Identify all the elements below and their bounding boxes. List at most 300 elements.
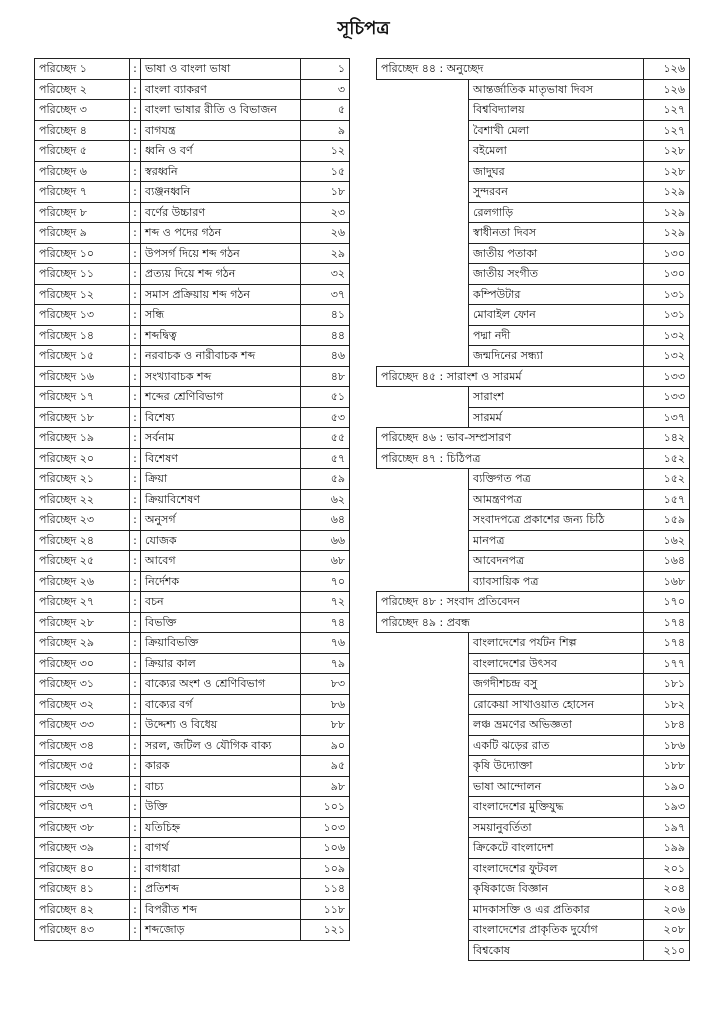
chapter-title: বাক্যের অংশ ও শ্রেণিবিভাগ	[141, 674, 301, 695]
separator: :	[130, 407, 141, 428]
toc-row	[35, 223, 350, 244]
page-number: ১৭৪	[644, 633, 690, 654]
chapter-title: বিশেষণ	[141, 448, 301, 469]
chapter-title: বর্ণের উচ্চারণ	[141, 202, 301, 223]
section-title: বাংলাদেশের পর্যটন শিল্প	[469, 633, 644, 654]
chapter-label: পরিচ্ছেদ ৪৬ : ভাব-সম্প্রসারণ	[377, 428, 644, 449]
page-number: ৫৭	[301, 448, 350, 469]
toc-row	[377, 141, 690, 162]
toc-row	[35, 202, 350, 223]
chapter-title: ক্রিয়া	[141, 469, 301, 490]
separator: :	[130, 202, 141, 223]
separator: :	[130, 182, 141, 203]
chapter-label: পরিচ্ছেদ ৬	[35, 161, 130, 182]
toc-row	[377, 612, 690, 633]
separator: :	[130, 223, 141, 244]
chapter-label: পরিচ্ছেদ ৪৭ : চিঠিপত্র	[377, 448, 644, 469]
chapter-label: পরিচ্ছেদ ৯	[35, 223, 130, 244]
indent-cell	[377, 223, 469, 244]
page-number: ২৩	[301, 202, 350, 223]
toc-row	[377, 489, 690, 510]
separator: :	[130, 428, 141, 449]
toc-row	[35, 694, 350, 715]
chapter-label: পরিচ্ছেদ ৮	[35, 202, 130, 223]
separator: :	[130, 551, 141, 572]
chapter-title: বচন	[141, 592, 301, 613]
chapter-label: পরিচ্ছেদ ৩৫	[35, 756, 130, 777]
section-title: ব্যক্তিগত পত্র	[469, 469, 644, 490]
page-number: ৫৫	[301, 428, 350, 449]
page-number: ৪৪	[301, 325, 350, 346]
section-title: কৃষি উদ্যোক্তা	[469, 756, 644, 777]
toc-row	[35, 264, 350, 285]
section-title: জাদুঘর	[469, 161, 644, 182]
indent-cell	[377, 202, 469, 223]
toc-row	[35, 387, 350, 408]
separator: :	[130, 448, 141, 469]
page-number: ১২৮	[644, 141, 690, 162]
separator: :	[130, 920, 141, 941]
toc-row	[377, 633, 690, 654]
toc-row	[377, 469, 690, 490]
section-title: সুন্দরবন	[469, 182, 644, 203]
chapter-label: পরিচ্ছেদ ৪৩	[35, 920, 130, 941]
page-number: ১৭৪	[644, 612, 690, 633]
chapter-label: পরিচ্ছেদ ১৮	[35, 407, 130, 428]
section-title: কম্পিউটার	[469, 284, 644, 305]
page-number: ১২৭	[644, 120, 690, 141]
toc-row	[35, 79, 350, 100]
separator: :	[130, 469, 141, 490]
toc-row	[377, 366, 690, 387]
indent-cell	[377, 305, 469, 326]
toc-row	[35, 325, 350, 346]
chapter-label: পরিচ্ছেদ ১৭	[35, 387, 130, 408]
section-title: বাংলাদেশের প্রাকৃতিক দুর্যোগ	[469, 920, 644, 941]
page-number: ৮৬	[301, 694, 350, 715]
page-number: ১৫২	[644, 469, 690, 490]
separator: :	[130, 59, 141, 80]
page-number: ১২৯	[644, 223, 690, 244]
chapter-title: বাক্যের বর্গ	[141, 694, 301, 715]
indent-cell	[377, 530, 469, 551]
toc-row	[377, 305, 690, 326]
section-title: জাতীয় পতাকা	[469, 243, 644, 264]
section-title: মোবাইল ফোন	[469, 305, 644, 326]
page-number: ১১৪	[301, 879, 350, 900]
section-title: জন্মদিনের সন্ধ্যা	[469, 346, 644, 367]
page-number: ১২৭	[644, 100, 690, 121]
page-number: ১৭৭	[644, 653, 690, 674]
indent-cell	[377, 551, 469, 572]
toc-row	[35, 899, 350, 920]
indent-cell	[377, 571, 469, 592]
toc-row	[377, 920, 690, 941]
section-title: পদ্মা নদী	[469, 325, 644, 346]
toc-row	[377, 653, 690, 674]
indent-cell	[377, 633, 469, 654]
page-number: ১৫	[301, 161, 350, 182]
toc-row	[377, 387, 690, 408]
separator: :	[130, 653, 141, 674]
page-number: ১২৮	[644, 161, 690, 182]
page-number: ১২৯	[644, 202, 690, 223]
page-number: ৩২	[301, 264, 350, 285]
chapter-label: পরিচ্ছেদ ১৫	[35, 346, 130, 367]
chapter-title: বিভক্তি	[141, 612, 301, 633]
chapter-title: বিপরীত শব্দ	[141, 899, 301, 920]
toc-row	[35, 243, 350, 264]
toc-row	[377, 735, 690, 756]
chapter-label: পরিচ্ছেদ ৪২	[35, 899, 130, 920]
section-title: ক্রিকেটে বাংলাদেশ	[469, 838, 644, 859]
indent-cell	[377, 161, 469, 182]
chapter-title: সন্ধি	[141, 305, 301, 326]
section-title: স্বাধীনতা দিবস	[469, 223, 644, 244]
section-title: আন্তর্জাতিক মাতৃভাষা দিবস	[469, 79, 644, 100]
chapter-label: পরিচ্ছেদ ৪৪ : অনুচ্ছেদ	[377, 59, 644, 80]
toc-row	[35, 346, 350, 367]
indent-cell	[377, 838, 469, 859]
chapter-label: পরিচ্ছেদ ২৪	[35, 530, 130, 551]
page-number: ১৬৮	[644, 571, 690, 592]
toc-row	[35, 469, 350, 490]
page-number: ৭৬	[301, 633, 350, 654]
chapter-title: ক্রিয়ার কাল	[141, 653, 301, 674]
separator: :	[130, 571, 141, 592]
chapter-label: পরিচ্ছেদ ৪৯ : প্রবন্ধ	[377, 612, 644, 633]
toc-row	[35, 100, 350, 121]
indent-cell	[377, 940, 469, 961]
page-number: ৫১	[301, 387, 350, 408]
separator: :	[130, 120, 141, 141]
toc-row	[35, 920, 350, 941]
chapter-title: প্রত্যয় দিয়ে শব্দ গঠন	[141, 264, 301, 285]
toc-row	[377, 551, 690, 572]
chapter-title: স্বরধ্বনি	[141, 161, 301, 182]
indent-cell	[377, 694, 469, 715]
page-number: ১৩২	[644, 325, 690, 346]
toc-row	[35, 879, 350, 900]
toc-row	[35, 797, 350, 818]
section-title: বইমেলা	[469, 141, 644, 162]
toc-row	[35, 120, 350, 141]
toc-row	[35, 653, 350, 674]
separator: :	[130, 264, 141, 285]
page-number: ৯৮	[301, 776, 350, 797]
chapter-label: পরিচ্ছেদ ৩৩	[35, 715, 130, 736]
toc-row	[377, 346, 690, 367]
page-title: সূচিপত্র	[337, 18, 390, 39]
page-number: ১৯০	[644, 776, 690, 797]
toc-row	[377, 120, 690, 141]
chapter-label: পরিচ্ছেদ ২৩	[35, 510, 130, 531]
page-number: ৪৬	[301, 346, 350, 367]
toc-row	[35, 530, 350, 551]
toc-row	[35, 366, 350, 387]
chapter-label: পরিচ্ছেদ ২৯	[35, 633, 130, 654]
toc-row	[377, 325, 690, 346]
toc-row	[377, 182, 690, 203]
indent-cell	[377, 817, 469, 838]
chapter-label: পরিচ্ছেদ ৪৫ : সারাংশ ও সারমর্ম	[377, 366, 644, 387]
chapter-title: সরল, জটিল ও যৌগিক বাক্য	[141, 735, 301, 756]
indent-cell	[377, 674, 469, 695]
chapter-title: বাংলা ব্যাকরণ	[141, 79, 301, 100]
chapter-label: পরিচ্ছেদ ৫	[35, 141, 130, 162]
indent-cell	[377, 735, 469, 756]
separator: :	[130, 284, 141, 305]
separator: :	[130, 161, 141, 182]
toc-left-table	[34, 58, 350, 941]
chapter-title: বাংলা ভাষার রীতি ও বিভাজন	[141, 100, 301, 121]
page-number: ৩৭	[301, 284, 350, 305]
separator: :	[130, 817, 141, 838]
page-number: ১৬৪	[644, 551, 690, 572]
chapter-title: ক্রিয়াবিভক্তি	[141, 633, 301, 654]
section-title: জগদীশচন্দ্র বসু	[469, 674, 644, 695]
toc-row	[35, 571, 350, 592]
page-number: ১৩৩	[644, 387, 690, 408]
indent-cell	[377, 346, 469, 367]
toc-row	[35, 735, 350, 756]
section-title: সারাংশ	[469, 387, 644, 408]
section-title: আবেদনপত্র	[469, 551, 644, 572]
separator: :	[130, 797, 141, 818]
toc-row	[377, 100, 690, 121]
toc-row	[35, 776, 350, 797]
toc-row	[377, 817, 690, 838]
separator: :	[130, 776, 141, 797]
chapter-title: সমাস প্রক্রিয়ায় শব্দ গঠন	[141, 284, 301, 305]
chapter-title: উক্তি	[141, 797, 301, 818]
page-number: ১৮৬	[644, 735, 690, 756]
section-title: ভাষা আন্দোলন	[469, 776, 644, 797]
toc-row	[377, 510, 690, 531]
page-number: ১০৬	[301, 838, 350, 859]
page-number: ৭৯	[301, 653, 350, 674]
toc-row	[377, 797, 690, 818]
separator: :	[130, 838, 141, 859]
indent-cell	[377, 325, 469, 346]
chapter-label: পরিচ্ছেদ ১৯	[35, 428, 130, 449]
separator: :	[130, 694, 141, 715]
page-number: ৬৪	[301, 510, 350, 531]
chapter-label: পরিচ্ছেদ ৩১	[35, 674, 130, 695]
toc-row	[377, 838, 690, 859]
toc-row	[377, 756, 690, 777]
page-number: ২০৮	[644, 920, 690, 941]
toc-row	[377, 858, 690, 879]
chapter-label: পরিচ্ছেদ ২৬	[35, 571, 130, 592]
page-number: ১২১	[301, 920, 350, 941]
section-title: কৃষিকাজে বিজ্ঞান	[469, 879, 644, 900]
chapter-title: অনুসর্গ	[141, 510, 301, 531]
indent-cell	[377, 489, 469, 510]
chapter-title: উপসর্গ দিয়ে শব্দ গঠন	[141, 243, 301, 264]
chapter-title: ক্রিয়াবিশেষণ	[141, 489, 301, 510]
chapter-title: বাগযন্ত্র	[141, 120, 301, 141]
page-number: ১৩৩	[644, 366, 690, 387]
page-number: ১৫২	[644, 448, 690, 469]
section-title: সংবাদপত্রে প্রকাশের জন্য চিঠি	[469, 510, 644, 531]
page-number: ৭৪	[301, 612, 350, 633]
page-number: ১৬২	[644, 530, 690, 551]
page-number: ১০১	[301, 797, 350, 818]
indent-cell	[377, 715, 469, 736]
page-number: ১৮২	[644, 694, 690, 715]
indent-cell	[377, 797, 469, 818]
page-number: ১২৬	[644, 79, 690, 100]
section-title: বাংলাদেশের ফুটবল	[469, 858, 644, 879]
indent-cell	[377, 264, 469, 285]
page-number: ১৩১	[644, 305, 690, 326]
page-number: ১৯৭	[644, 817, 690, 838]
chapter-label: পরিচ্ছেদ ১২	[35, 284, 130, 305]
toc-row	[377, 530, 690, 551]
page-number: ২০৪	[644, 879, 690, 900]
page-number: ৬৮	[301, 551, 350, 572]
page-number: ৯৫	[301, 756, 350, 777]
toc-row	[35, 59, 350, 80]
chapter-label: পরিচ্ছেদ ২২	[35, 489, 130, 510]
chapter-title: শব্দের শ্রেণিবিভাগ	[141, 387, 301, 408]
page-number: ১৫৭	[644, 489, 690, 510]
chapter-title: সর্বনাম	[141, 428, 301, 449]
indent-cell	[377, 756, 469, 777]
chapter-label: পরিচ্ছেদ ৩৭	[35, 797, 130, 818]
chapter-label: পরিচ্ছেদ ২	[35, 79, 130, 100]
chapter-label: পরিচ্ছেদ ৪০	[35, 858, 130, 879]
separator: :	[130, 715, 141, 736]
chapter-label: পরিচ্ছেদ ২৭	[35, 592, 130, 613]
section-title: মানপত্র	[469, 530, 644, 551]
page-number: ২০৬	[644, 899, 690, 920]
section-title: বাংলাদেশের মুক্তিযুদ্ধ	[469, 797, 644, 818]
section-title: আমন্ত্রণপত্র	[469, 489, 644, 510]
toc-row	[35, 838, 350, 859]
toc-row	[377, 715, 690, 736]
section-title: লঞ্চ ভ্রমণের অভিজ্ঞতা	[469, 715, 644, 736]
page-number: ২১০	[644, 940, 690, 961]
separator: :	[130, 305, 141, 326]
indent-cell	[377, 899, 469, 920]
page-number: ১৩২	[644, 346, 690, 367]
page-number: ২৬	[301, 223, 350, 244]
chapter-label: পরিচ্ছেদ ৪	[35, 120, 130, 141]
toc-row	[35, 817, 350, 838]
page-number: ৬২	[301, 489, 350, 510]
separator: :	[130, 141, 141, 162]
indent-cell	[377, 510, 469, 531]
page-number: ১৮	[301, 182, 350, 203]
indent-cell	[377, 387, 469, 408]
page-number: ৭২	[301, 592, 350, 613]
chapter-title: নির্দেশক	[141, 571, 301, 592]
page-number: ১৮১	[644, 674, 690, 695]
chapter-label: পরিচ্ছেদ ৩৯	[35, 838, 130, 859]
indent-cell	[377, 79, 469, 100]
chapter-label: পরিচ্ছেদ ১৬	[35, 366, 130, 387]
toc-row	[377, 776, 690, 797]
chapter-label: পরিচ্ছেদ ৩২	[35, 694, 130, 715]
toc-row	[35, 489, 350, 510]
chapter-title: বাগর্থ	[141, 838, 301, 859]
indent-cell	[377, 469, 469, 490]
chapter-title: বাচ্য	[141, 776, 301, 797]
toc-row	[377, 428, 690, 449]
chapter-label: পরিচ্ছেদ ১০	[35, 243, 130, 264]
section-title: সারমর্ম	[469, 407, 644, 428]
page-number: ১২৯	[644, 182, 690, 203]
chapter-label: পরিচ্ছেদ ২১	[35, 469, 130, 490]
chapter-title: যোজক	[141, 530, 301, 551]
separator: :	[130, 735, 141, 756]
chapter-label: পরিচ্ছেদ ১৪	[35, 325, 130, 346]
toc-row	[35, 612, 350, 633]
page-number: ১৮৮	[644, 756, 690, 777]
separator: :	[130, 366, 141, 387]
chapter-title: প্রতিশব্দ	[141, 879, 301, 900]
chapter-title: বাগধারা	[141, 858, 301, 879]
toc-row	[35, 633, 350, 654]
separator: :	[130, 325, 141, 346]
toc-row	[377, 243, 690, 264]
separator: :	[130, 243, 141, 264]
toc-row	[377, 202, 690, 223]
indent-cell	[377, 407, 469, 428]
toc-row	[377, 571, 690, 592]
separator: :	[130, 100, 141, 121]
page-number: ১০৯	[301, 858, 350, 879]
section-title: বিশ্ববিদ্যালয়	[469, 100, 644, 121]
page-number: ৯০	[301, 735, 350, 756]
toc-row	[35, 858, 350, 879]
chapter-label: পরিচ্ছেদ ৩৪	[35, 735, 130, 756]
chapter-title: ভাষা ও বাংলা ভাষা	[141, 59, 301, 80]
page-number: ৪৮	[301, 366, 350, 387]
chapter-title: নরবাচক ও নারীবাচক শব্দ	[141, 346, 301, 367]
separator: :	[130, 346, 141, 367]
page-number: ৬৬	[301, 530, 350, 551]
chapter-label: পরিচ্ছেদ ২৫	[35, 551, 130, 572]
toc-row	[377, 223, 690, 244]
toc-row	[377, 448, 690, 469]
section-title: বৈশাখী মেলা	[469, 120, 644, 141]
toc-row	[35, 305, 350, 326]
page-number: ১৮৪	[644, 715, 690, 736]
chapter-title: কারক	[141, 756, 301, 777]
toc-row	[377, 161, 690, 182]
indent-cell	[377, 879, 469, 900]
toc-row	[35, 448, 350, 469]
separator: :	[130, 879, 141, 900]
toc-row	[35, 161, 350, 182]
toc-row	[35, 407, 350, 428]
page-number: ১৩০	[644, 243, 690, 264]
page-number: ৮৩	[301, 674, 350, 695]
separator: :	[130, 612, 141, 633]
indent-cell	[377, 243, 469, 264]
toc-row	[35, 510, 350, 531]
toc-row	[35, 551, 350, 572]
toc-row	[377, 264, 690, 285]
chapter-label: পরিচ্ছেদ ৩৮	[35, 817, 130, 838]
page-number: ১২৬	[644, 59, 690, 80]
page-number: ১১৮	[301, 899, 350, 920]
chapter-title: ব্যঞ্জনধ্বনি	[141, 182, 301, 203]
page-number: ১৪২	[644, 428, 690, 449]
